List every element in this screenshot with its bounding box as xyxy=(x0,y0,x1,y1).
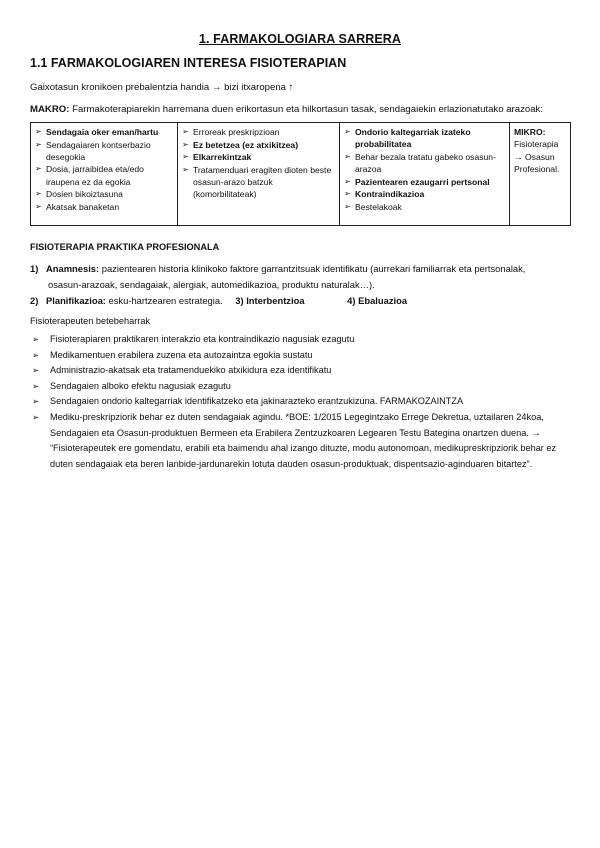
list-item xyxy=(30,379,575,395)
arrow-bullet-icon: ➢ xyxy=(32,365,40,376)
arrow-bullet-icon: ➢ xyxy=(182,164,189,174)
arrow-bullet-icon: ➢ xyxy=(32,396,40,407)
arrow-bullet-icon: ➢ xyxy=(182,152,189,161)
list-item-text: Dosien bikoiztasuna xyxy=(46,189,123,200)
mikro-text: Fisioterapia → Osasun Profesional. xyxy=(514,139,560,175)
table-cell-col2 xyxy=(178,123,340,226)
step-evaluation: 4) Ebaluazioa xyxy=(347,295,408,306)
arrow-bullet-icon: ➢ xyxy=(32,349,40,360)
list-item xyxy=(344,151,505,176)
list-item-text: Fisioterapiaren praktikaren interakzio eta kontraindikazio nagusiak ezagutu xyxy=(50,334,355,344)
arrow-bullet-icon: ➢ xyxy=(35,127,42,136)
list-item-text: Sendagaien ondorio kaltegarriak identifikatzeko eta jakinarazteko erantzukizuna. FARMAKOZAINTZA xyxy=(50,396,464,407)
step-text: esku-hartzearen estrategia. xyxy=(105,295,223,306)
duties-title: Fisioterapeuten betebeharrak xyxy=(30,316,151,326)
list-item-text: Kontraindikazioa xyxy=(355,189,425,200)
arrow-bullet-icon: ➢ xyxy=(344,189,351,199)
list-item-text: Sendagaia oker eman/hartu xyxy=(46,127,159,137)
list-item-text: Administrazio-akatsak eta tratamenduekiko atxikidura eza identifikatu xyxy=(50,365,332,376)
section-heading: 1.1 FARMAKOLOGIAREN INTERESA FISIOTERAPIAN xyxy=(30,56,347,70)
practice-section-title: FISIOTERAPIA PRAKTIKA PROFESIONALA xyxy=(30,242,220,252)
step-number: 1) xyxy=(30,263,39,274)
step-label: Planifikazioa: xyxy=(46,295,106,306)
arrow-bullet-icon: ➢ xyxy=(32,411,40,422)
list-item xyxy=(30,348,575,364)
table-cell-col3 xyxy=(340,123,510,226)
step-number: 2) xyxy=(30,295,39,306)
table-cell-col1 xyxy=(31,123,178,226)
list-item-text: Ez betetzea (ez atxikitzea) xyxy=(193,139,299,150)
step-intervention: 3) Interbentzioa xyxy=(235,295,305,306)
arrow-bullet-icon: ➢ xyxy=(35,201,42,211)
list-item-text: Erroreak preskripzioan xyxy=(193,127,280,137)
list-item xyxy=(182,139,335,152)
duties-list xyxy=(30,332,575,472)
steps-list xyxy=(30,261,575,309)
list-item xyxy=(182,164,335,201)
list-item xyxy=(30,394,575,410)
step-planning-row xyxy=(30,293,575,309)
list-item xyxy=(344,176,505,189)
list-item-text: Medikamentuen erabilera zuzena eta autozaintza egokia sustatu xyxy=(50,349,313,360)
list-item-text: Bestelakoak xyxy=(355,201,402,212)
list-item-text: Pazientearen ezaugarri pertsonal xyxy=(355,176,490,187)
arrow-bullet-icon: ➢ xyxy=(32,334,40,344)
list-item-text: Akatsak banaketan xyxy=(46,201,120,212)
list-item xyxy=(182,151,335,164)
list-item xyxy=(344,188,505,201)
mikro-label: MIKRO: xyxy=(514,127,546,137)
arrow-bullet-icon: ➢ xyxy=(344,201,351,211)
arrow-bullet-icon: ➢ xyxy=(35,189,42,199)
arrow-bullet-icon: ➢ xyxy=(35,139,42,149)
problems-table xyxy=(30,122,571,226)
list-item-text: Elkarrekintzak xyxy=(193,152,252,162)
list-item-text: Ondorio kaltegarriak izateko probabilitatea xyxy=(355,127,471,150)
chapter-heading: 1. FARMAKOLOGIARA SARRERA xyxy=(198,32,402,46)
list-item xyxy=(344,126,505,151)
table-cell-mikro xyxy=(510,123,571,226)
list-item xyxy=(182,126,335,139)
makro-label: MAKRO: xyxy=(30,104,70,115)
arrow-bullet-icon: ➢ xyxy=(344,176,351,186)
step-text: pazientearen historia klinikoko faktore garrantzitsuak identifikatu (aurrekari familiarrak eta pertsonalak, xyxy=(99,263,526,274)
list-item-text: Behar bezala tratatu gabeko osasun-arazoa xyxy=(355,151,496,175)
list-item-text: Sendagaien alboko efektu nagusiak ezagutu xyxy=(50,380,231,391)
list-item-text: Mediku-preskripziorik behar ez duten sendagaiak agindu. *BOE: 1/2015 Legegintzako Errege Dekretua, uztailaren 24koa, Sendagaien eta Osasun-produktuen Bermeen eta Erabilera Zentzuzkoaren Legearen Testu Bategina onartzen duena. → “Fisioterapeutek ere gomendatu, erabili eta baimendu ahal izango dituzte, modu autonomoan, medikupreskripziorik behar ez duten sendagaiak eta beren lanbide-jardunarekin lotuta dauden osasun-produktuak, dispentsazio-aginduaren bitartez”. xyxy=(50,411,557,469)
list-item-text: Dosia, jarraibidea eta/edo iraupena ez da egokia xyxy=(46,164,144,187)
makro-text: Farmakoterapiarekin harremana duen erikortasun eta hilkortasun tasak, sendagaiekin erlazionatutako arazoak: xyxy=(69,104,543,115)
list-item xyxy=(35,126,173,139)
step-continuation: osasun-arazoak, sendagaiak, alergiak, automedikazioa, produktu naturalak…). xyxy=(48,279,375,290)
list-item-text: Sendagaiaren kontserbazio desegokia xyxy=(46,139,151,162)
list-item xyxy=(35,163,173,188)
list-item xyxy=(30,332,575,348)
arrow-bullet-icon: ➢ xyxy=(182,139,189,149)
list-item xyxy=(35,139,173,164)
list-item xyxy=(30,410,575,472)
list-item xyxy=(35,188,173,201)
arrow-bullet-icon: ➢ xyxy=(344,151,351,161)
step-anamnesis xyxy=(30,261,575,277)
arrow-bullet-icon: ➢ xyxy=(32,380,40,391)
list-item-text: Tratamenduari eragiten dioten beste osasun-arazo batzuk (komorbilitateak) xyxy=(193,164,332,200)
list-item xyxy=(35,201,173,214)
arrow-bullet-icon: ➢ xyxy=(344,127,351,136)
makro-paragraph xyxy=(30,104,543,115)
intro-line: Gaixotasun kronikoen prebalentzia handia → bizi itxaropena ↑ xyxy=(30,82,294,93)
step-label: Anamnesis: xyxy=(46,263,100,274)
arrow-bullet-icon: ➢ xyxy=(182,127,189,136)
list-item xyxy=(344,201,505,214)
arrow-bullet-icon: ➢ xyxy=(35,164,42,174)
list-item xyxy=(30,363,575,379)
